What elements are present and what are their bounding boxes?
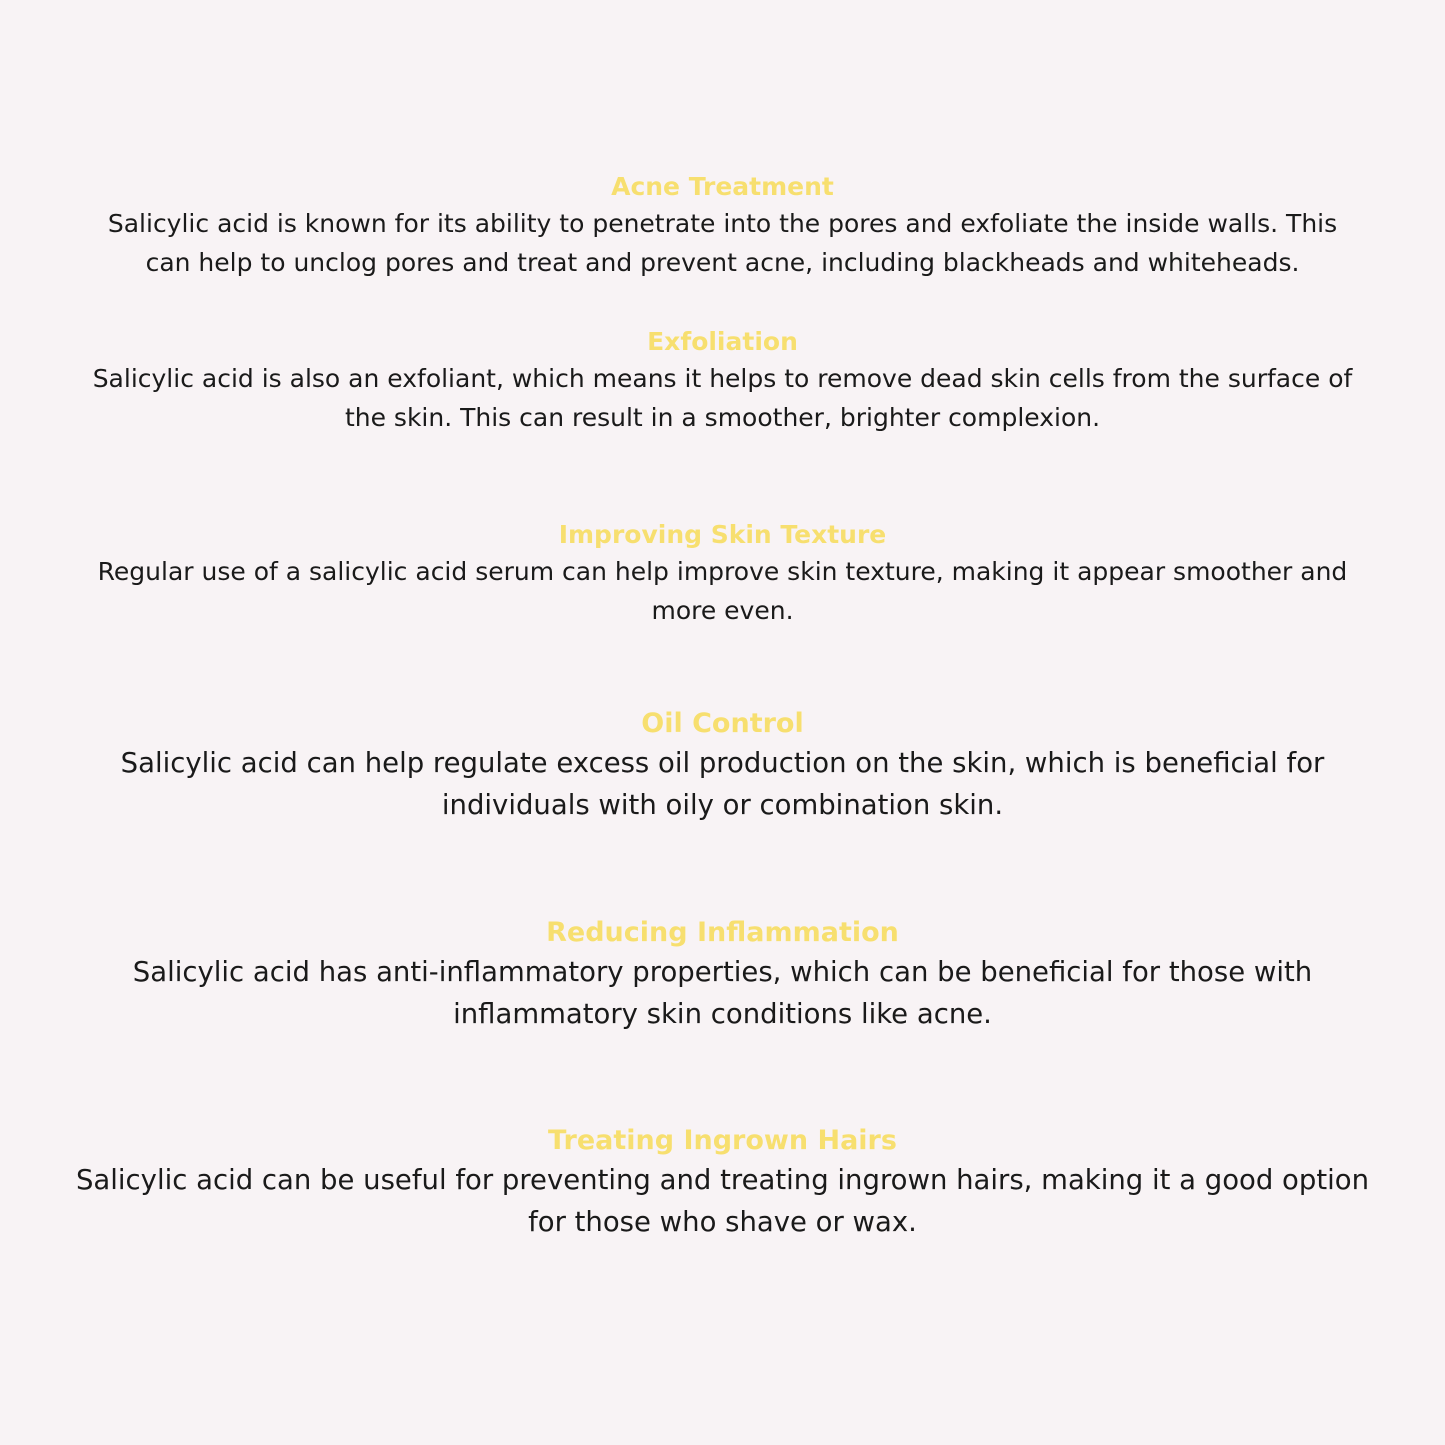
section-text-line: the skin. This can result in a smoother, brighter complexion. bbox=[344, 403, 1101, 432]
section-heading: Reducing Inflammation bbox=[546, 917, 899, 948]
section-text-line: Regular use of a salicylic acid serum can help improve skin texture, making it appear smoother and bbox=[97, 557, 1348, 586]
section-text-line: Salicylic acid can be useful for preventing and treating ingrown hairs, making it a good option bbox=[75, 1164, 1370, 1196]
section-text-line: for those who shave or wax. bbox=[528, 1206, 917, 1238]
section-text-line: Salicylic acid can help regulate excess oil production on the skin, which is beneficial for bbox=[120, 747, 1325, 779]
section-text-line: more even. bbox=[651, 596, 794, 625]
section-heading: Exfoliation bbox=[647, 327, 798, 356]
section-heading: Acne Treatment bbox=[611, 172, 834, 201]
section-reducing-inflammation bbox=[40, 915, 1405, 1035]
section-exfoliation bbox=[40, 325, 1405, 437]
section-text-line: Salicylic acid is known for its ability to penetrate into the pores and exfoliate the inside walls. This bbox=[107, 209, 1338, 238]
section-heading: Treating Ingrown Hairs bbox=[548, 1125, 897, 1156]
section-oil-control bbox=[40, 706, 1405, 826]
section-text-line: Salicylic acid is also an exfoliant, which means it helps to remove dead skin cells from the surface of bbox=[92, 364, 1353, 393]
section-text-line: Salicylic acid has anti-inflammatory properties, which can be beneficial for those with bbox=[132, 956, 1313, 988]
section-heading: Oil Control bbox=[641, 708, 804, 739]
section-treating-ingrown-hairs bbox=[40, 1123, 1405, 1243]
section-text-line: individuals with oily or combination skin. bbox=[441, 789, 1004, 821]
section-heading: Improving Skin Texture bbox=[558, 520, 887, 549]
section-text-line: can help to unclog pores and treat and prevent acne, including blackheads and whiteheads. bbox=[145, 248, 1300, 277]
section-improving-skin-texture bbox=[40, 518, 1405, 630]
section-text-line: inflammatory skin conditions like acne. bbox=[453, 998, 992, 1030]
section-acne-treatment bbox=[40, 170, 1405, 282]
